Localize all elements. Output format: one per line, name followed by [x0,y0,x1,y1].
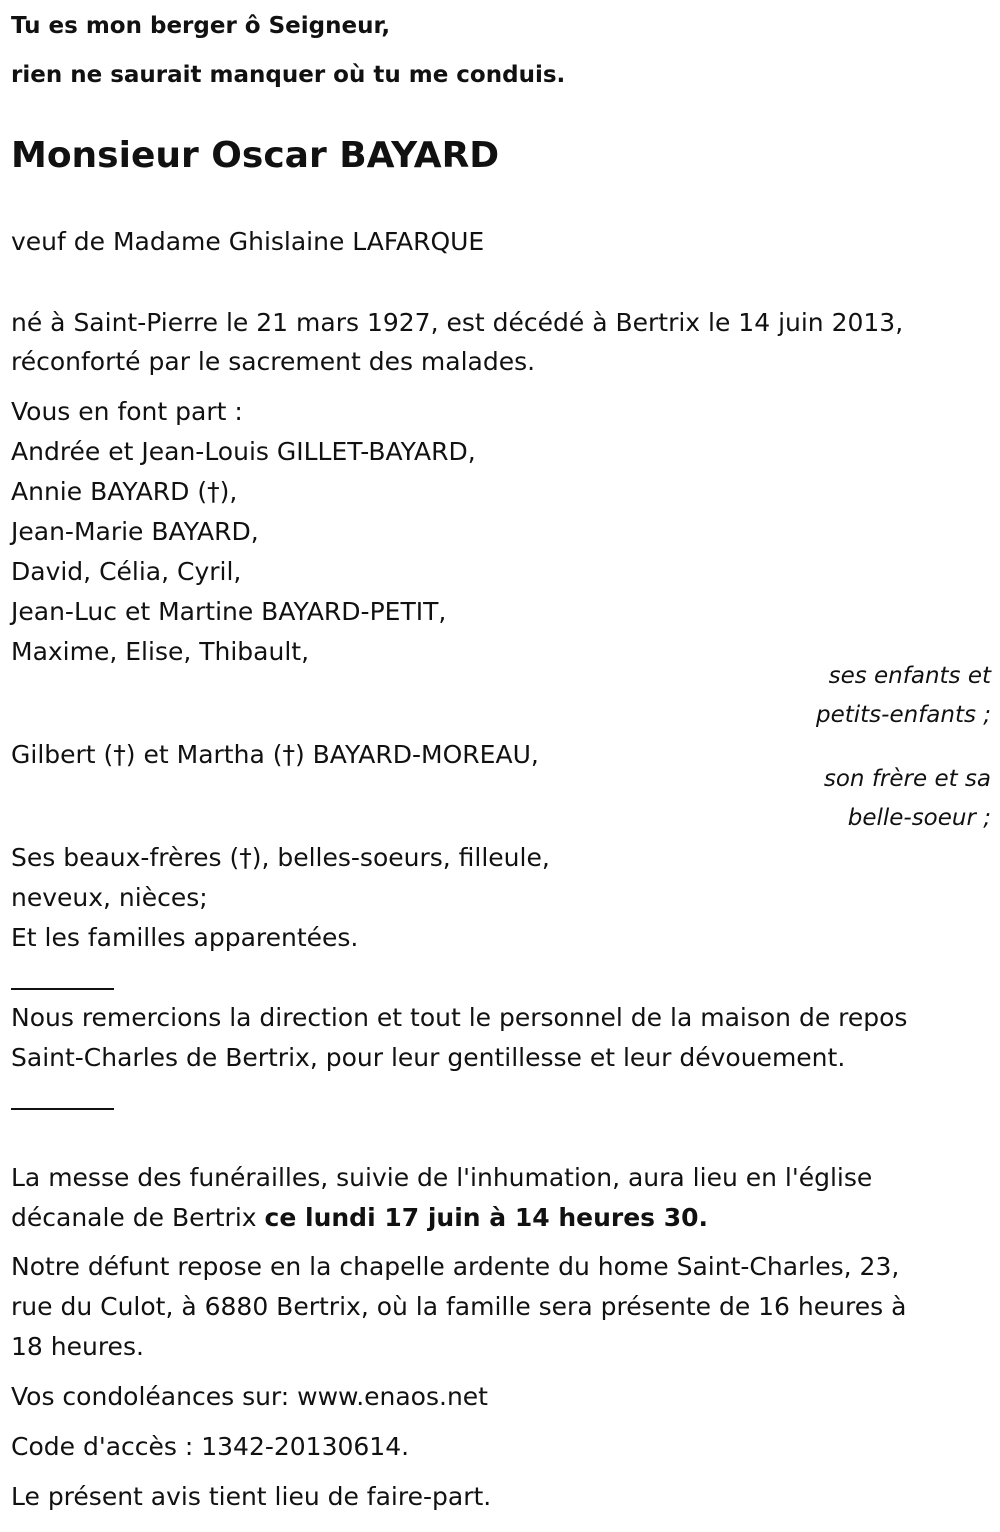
visitation-line-3: 18 heures. [11,1332,144,1361]
family-member: Jean-Luc et Martine BAYARD-PETIT, [11,597,447,626]
thanks-line-2: Saint-Charles de Bertrix, pour leur gentillesse et leur dévouement. [11,1043,846,1072]
relatives-line: Ses beaux-frères (†), belles-soeurs, filleule, [11,843,550,872]
separator-line [11,988,114,990]
deceased-name: Monsieur Oscar BAYARD [11,135,500,176]
condolences-line: Vos condoléances sur: www.enaos.net [11,1382,488,1411]
spouse-line: veuf de Madame Ghislaine LAFARQUE [11,227,485,256]
verse-line-1: Tu es mon berger ô Seigneur, [11,13,391,39]
visitation-line-2: rue du Culot, à 6880 Bertrix, où la famille sera présente de 16 heures à [11,1292,907,1321]
funeral-date: ce lundi 17 juin à 14 heures 30. [264,1203,709,1232]
thanks-line-1: Nous remercions la direction et tout le personnel de la maison de repos [11,1003,908,1032]
funeral-line-1: La messe des funérailles, suivie de l'inhumation, aura lieu en l'église [11,1163,873,1192]
family-member: David, Célia, Cyril, [11,557,242,586]
closing-line: Le présent avis tient lieu de faire-part. [11,1482,492,1511]
relatives-line: neveux, nièces; [11,883,208,912]
relationship-label: ses enfants et [828,663,991,689]
family-member: Andrée et Jean-Louis GILLET-BAYARD, [11,437,476,466]
relationship-label: belle-soeur ; [847,805,991,831]
relatives-line: Et les familles apparentées. [11,923,359,952]
verse-line-2: rien ne saurait manquer où tu me conduis. [11,62,566,88]
visitation-line-1: Notre défunt repose en la chapelle ardente du home Saint-Charles, 23, [11,1252,900,1281]
family-member: Maxime, Elise, Thibault, [11,637,310,666]
relationship-label: son frère et sa [823,766,991,792]
siblings-line: Gilbert (†) et Martha (†) BAYARD-MOREAU, [11,740,539,769]
family-member: Annie BAYARD (†), [11,477,238,506]
relationship-label: petits-enfants ; [815,702,991,728]
announcement-intro: Vous en font part : [11,397,243,426]
funeral-location: décanale de Bertrix [11,1203,265,1232]
separator-line [11,1108,114,1110]
funeral-line-2 [11,1202,708,1234]
access-code-line: Code d'accès : 1342-20130614. [11,1432,410,1461]
birth-death-line-1: né à Saint-Pierre le 21 mars 1927, est décédé à Bertrix le 14 juin 2013, [11,308,904,337]
birth-death-line-2: réconforté par le sacrement des malades. [11,347,536,376]
family-member: Jean-Marie BAYARD, [11,517,259,546]
